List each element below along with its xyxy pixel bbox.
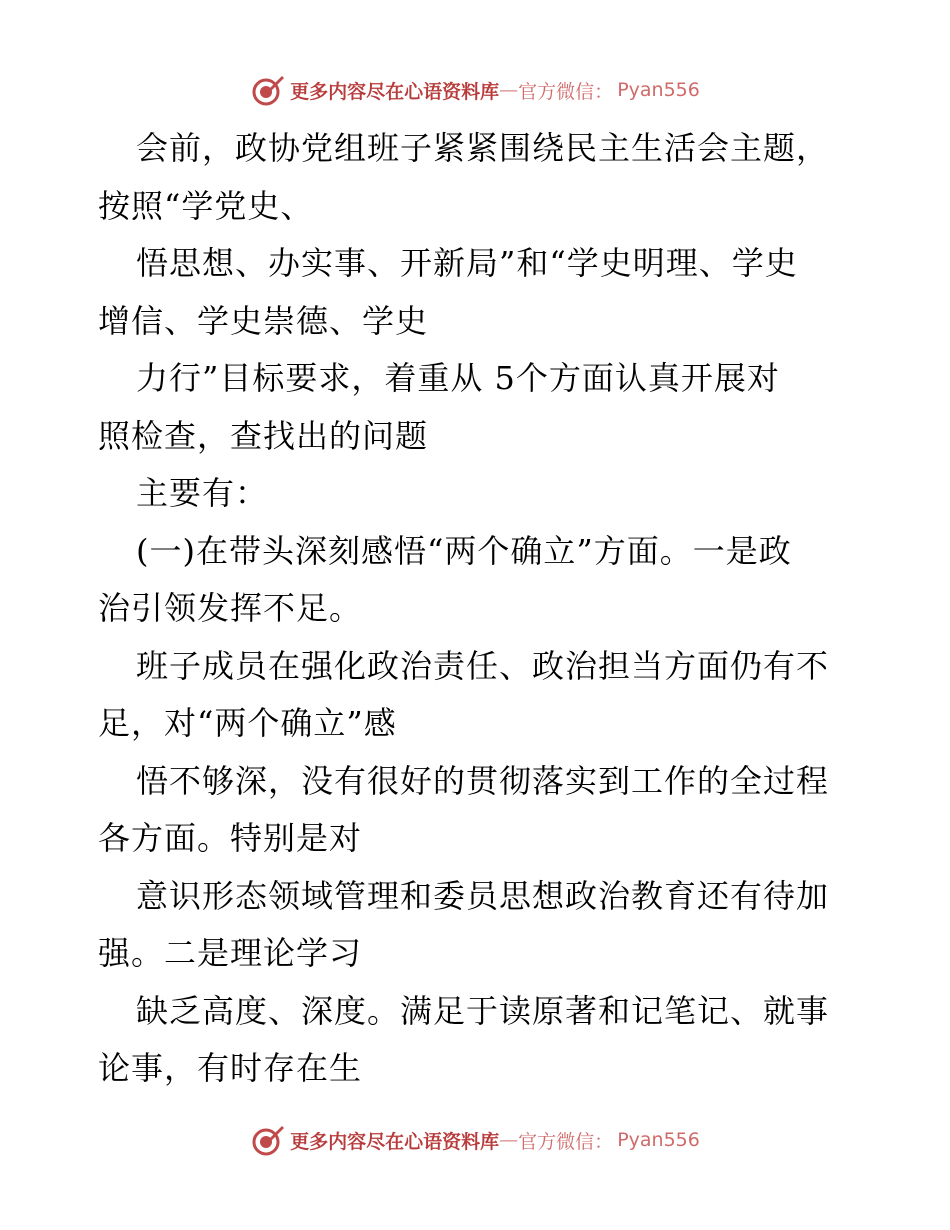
footer-banner — [0, 1120, 950, 1160]
text-line: 各方面。特别是对 — [98, 819, 363, 857]
footer-wechat-label: 官方微信： — [518, 1130, 614, 1153]
text-line: 主要有： — [136, 474, 269, 512]
header-wechat-label: 官方微信： — [518, 80, 614, 103]
text-line: 缺乏高度、深度。满足于读原著和记笔记、就事 — [136, 991, 830, 1030]
header-banner — [0, 70, 950, 110]
text-line: (一)在带头深刻感悟“两个确立”方面。一是政 — [136, 531, 792, 570]
document-body — [98, 120, 858, 1098]
text-line: 治引领发挥不足。 — [98, 589, 363, 627]
text-line: 照检查，查找出的问题 — [98, 416, 429, 455]
footer-wechat-account: Pyan556 — [617, 1129, 700, 1151]
text-line: 意识形态领域管理和委员思想政治教育还有待加 — [136, 876, 830, 915]
footer-site-name: 更多内容尽在心语资料库 — [290, 1130, 500, 1153]
text-line: 足，对“两个确立”感 — [98, 704, 397, 742]
text-line: 力行”目标要求，着重从 5个方面认真开展对 — [136, 359, 780, 397]
header-separator: — — [499, 79, 519, 101]
text-line: 班子成员在强化政治责任、政治担当方面仍有不 — [136, 646, 830, 685]
pen-logo-icon — [250, 1122, 286, 1158]
header-wechat-account: Pyan556 — [617, 79, 700, 101]
text-line: 按照“学党史、 — [98, 186, 314, 225]
pen-logo-icon — [250, 72, 286, 108]
text-line: 悟不够深，没有很好的贯彻落实到工作的全过程 — [136, 761, 830, 800]
text-line: 增信、学史崇德、学史 — [98, 301, 429, 340]
text-line: 会前，政协党组班子紧紧围绕民主生活会主题， — [136, 129, 830, 167]
header-site-name: 更多内容尽在心语资料库 — [290, 80, 500, 103]
text-line: 强。二是理论学习 — [98, 934, 363, 972]
text-line: 论事，有时存在生 — [98, 1049, 363, 1087]
footer-separator: — — [499, 1129, 519, 1151]
text-line: 悟思想、办实事、开新局”和“学史明理、学史 — [136, 244, 798, 282]
